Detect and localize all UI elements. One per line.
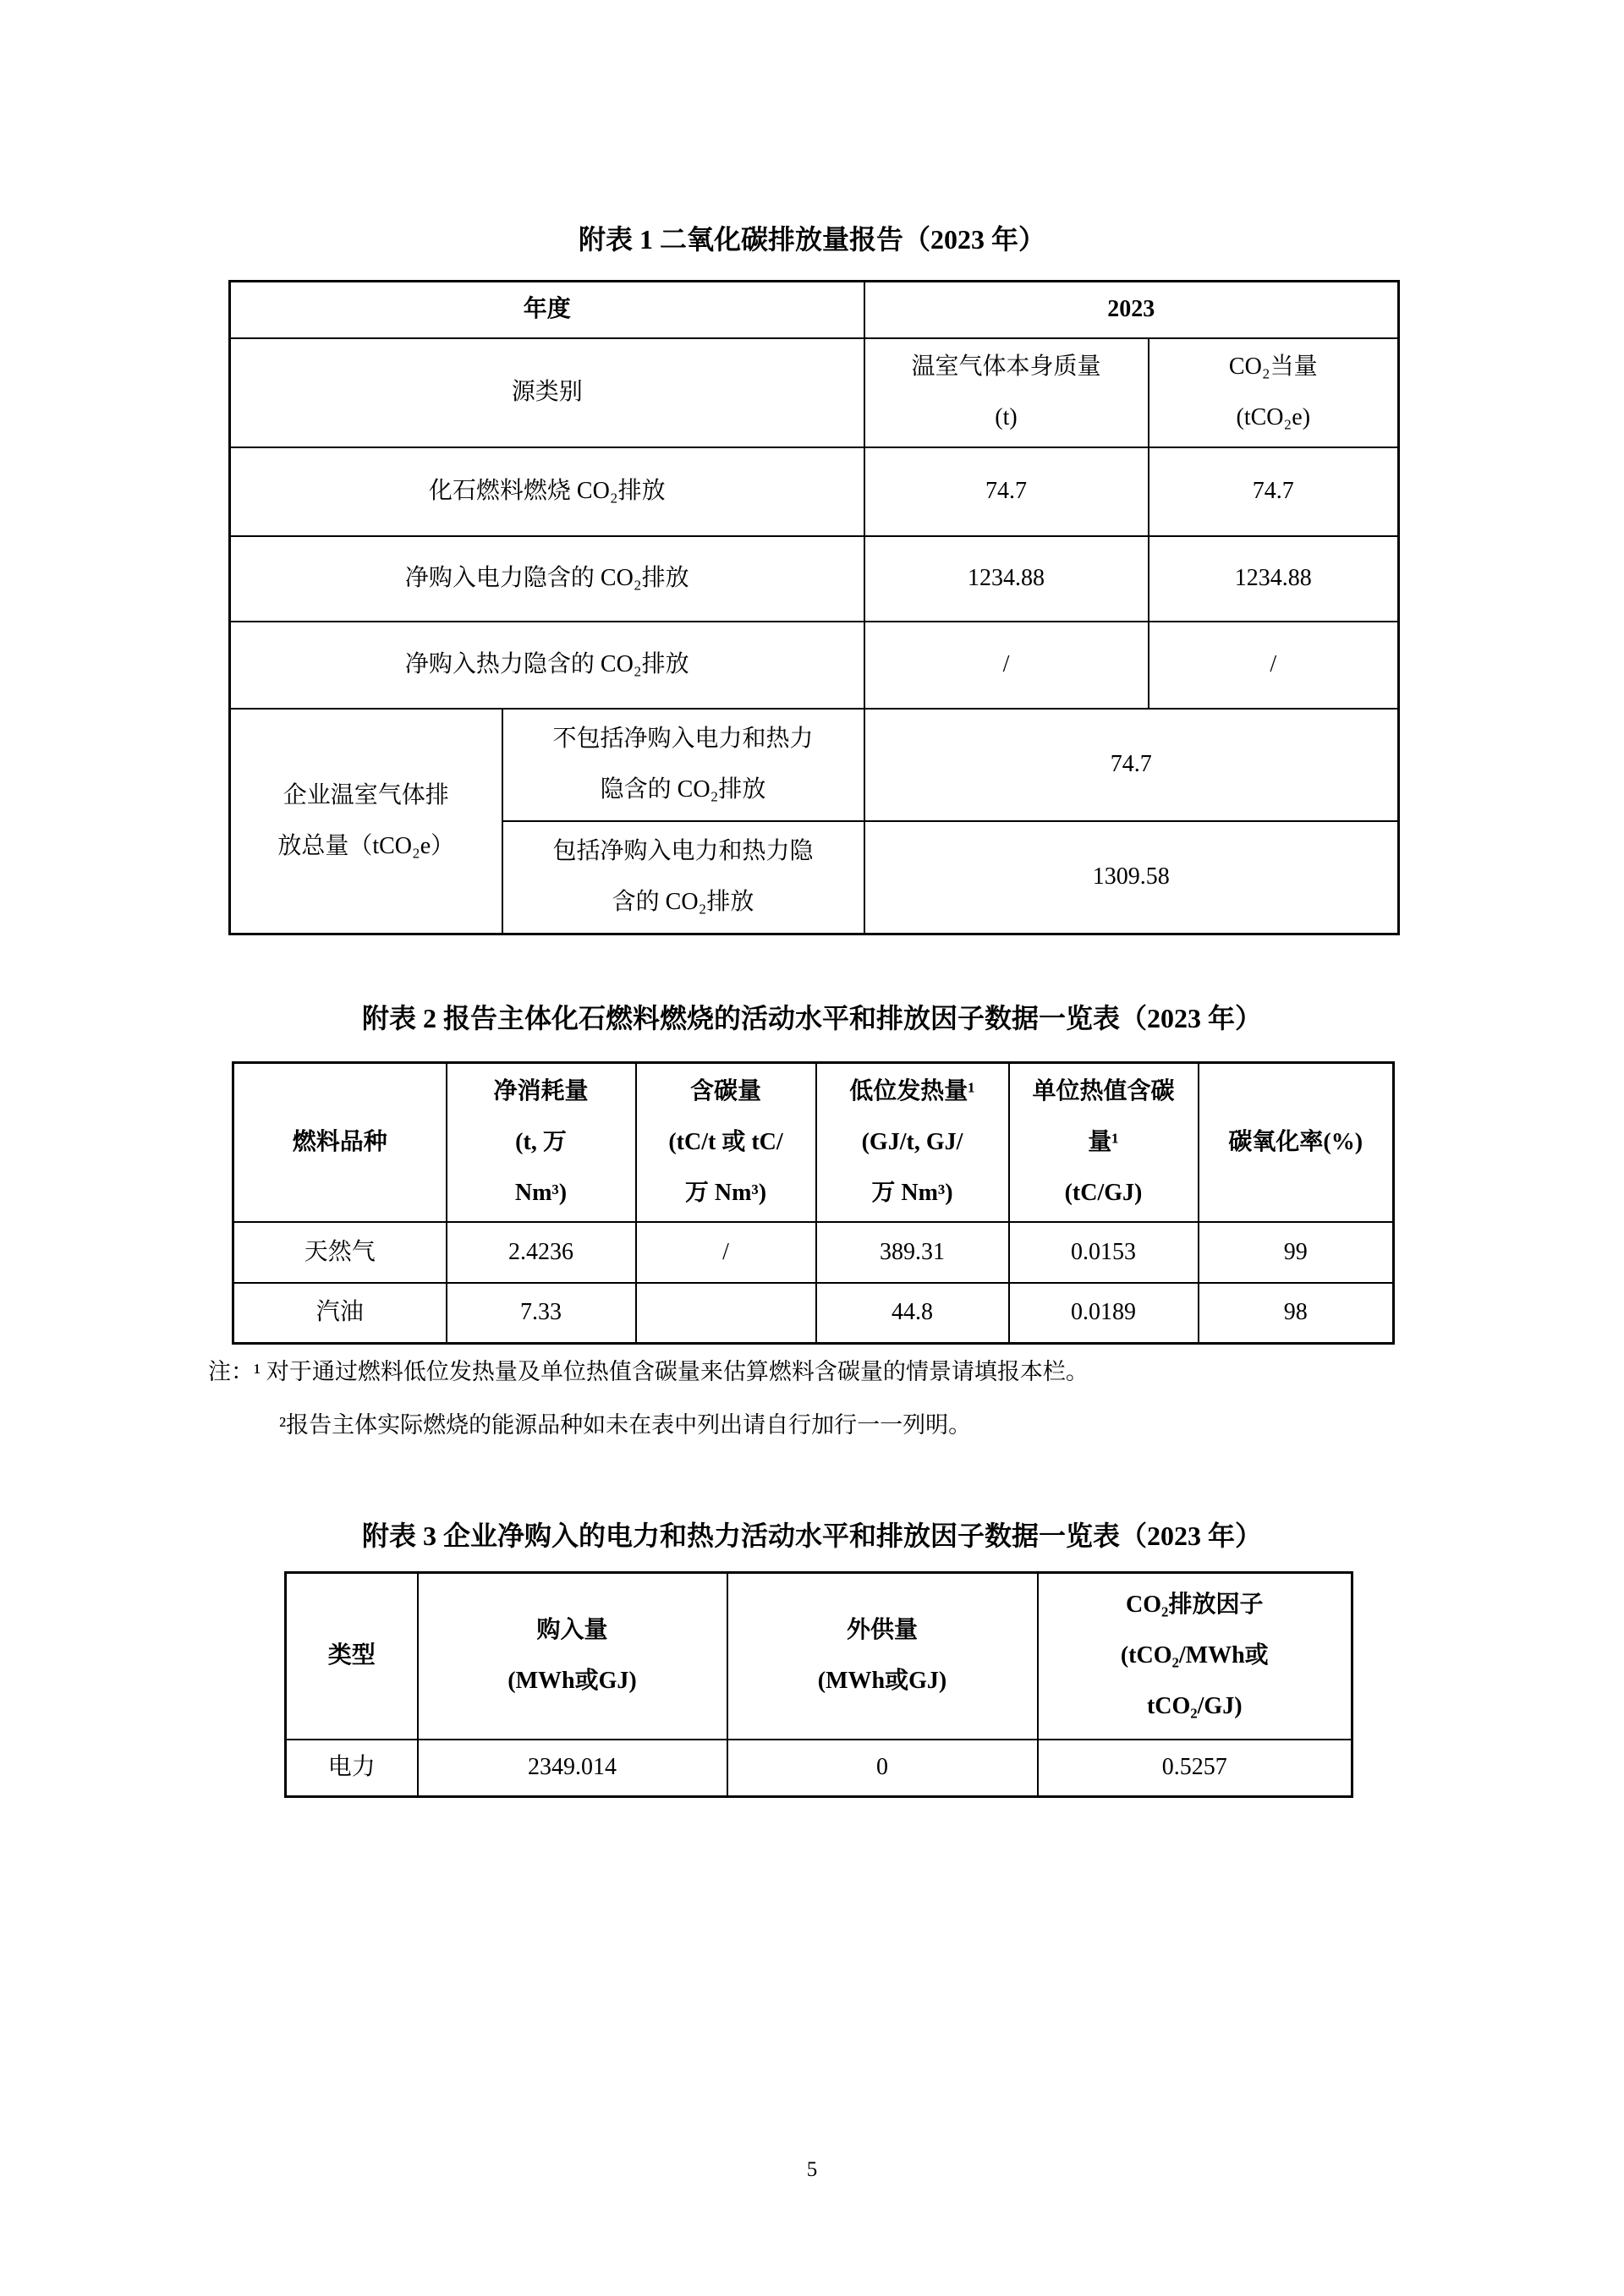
table-row	[286, 1740, 1352, 1797]
factor-line3: tCO₂/GJ)	[1146, 1693, 1243, 1720]
gasoline-carbon-cell	[636, 1283, 816, 1344]
page-number: 5	[806, 2158, 818, 2181]
electricity-label-cell: 净购入电力隐含的 CO₂排放	[230, 536, 864, 622]
natural-gas-oxidation-cell: 99	[1199, 1222, 1394, 1283]
natural-gas-name-cell: 天然气	[233, 1222, 447, 1283]
table-row	[233, 1222, 1394, 1283]
co2e-line1: CO₂当量	[1228, 353, 1318, 380]
heat-line2: (GJ/t, GJ/	[861, 1128, 963, 1155]
table2-fossil-fuel-factors	[232, 1061, 1395, 1345]
fuel-type-header-cell: 燃料品种	[233, 1063, 447, 1222]
purchased-line1: 购入量	[536, 1617, 608, 1644]
fossil-fuel-label-cell: 化石燃料燃烧 CO₂排放	[230, 447, 864, 536]
exported-line2: (MWh或GJ)	[817, 1668, 947, 1695]
year-label-cell: 年度	[230, 282, 864, 338]
including-line2: 含的 CO₂排放	[612, 889, 754, 916]
exported-header-cell	[727, 1573, 1038, 1740]
unit-carbon-line1: 单位热值含碳	[1032, 1077, 1175, 1104]
electricity-exported-cell: 0	[727, 1740, 1038, 1797]
electricity-mass-cell: 1234.88	[864, 536, 1149, 622]
source-category-cell: 源类别	[230, 338, 864, 447]
heat-label-cell: 净购入热力隐含的 CO₂排放	[230, 622, 864, 709]
table3-purchased-energy-factors	[284, 1571, 1353, 1798]
gas-mass-line2: (t)	[995, 404, 1018, 430]
carbon-content-header-cell	[636, 1063, 816, 1222]
exported-line1: 外供量	[846, 1617, 918, 1644]
table1-header-row	[230, 338, 1399, 447]
including-label-cell	[502, 821, 864, 934]
consumption-header-cell	[447, 1063, 636, 1222]
total-label-line1: 企业温室气体排	[283, 781, 449, 808]
fossil-fuel-mass-cell: 74.7	[864, 447, 1149, 536]
unit-carbon-line3: (tC/GJ)	[1064, 1179, 1143, 1206]
consumption-line2: (t, 万	[515, 1128, 567, 1155]
table3-header-row	[286, 1573, 1352, 1740]
table1-year-row	[230, 282, 1399, 338]
electricity-co2e-cell: 1234.88	[1149, 536, 1399, 622]
carbon-line3: 万 Nm³)	[684, 1179, 767, 1206]
factor-line2: (tCO₂/MWh或	[1120, 1642, 1269, 1669]
table-row	[230, 536, 1399, 622]
oxidation-rate-header-cell: 碳氧化率(%)	[1199, 1063, 1394, 1222]
energy-type-header-cell: 类型	[286, 1573, 418, 1740]
gasoline-name-cell: 汽油	[233, 1283, 447, 1344]
heat-line1: 低位发热量¹	[849, 1077, 975, 1104]
total-emissions-label-cell	[230, 709, 502, 934]
including-line1: 包括净购入电力和热力隐	[552, 838, 814, 865]
carbon-line2: (tC/t 或 tC/	[668, 1128, 783, 1155]
purchased-line2: (MWh或GJ)	[508, 1668, 637, 1695]
excluding-value-cell: 74.7	[864, 709, 1399, 821]
heating-value-header-cell	[816, 1063, 1009, 1222]
table1-title: 附表 1 二氧化碳排放量报告（2023 年）	[578, 224, 1045, 255]
unit-carbon-line2: 量¹	[1088, 1128, 1119, 1155]
gasoline-oxidation-cell: 98	[1199, 1283, 1394, 1344]
unit-carbon-header-cell	[1009, 1063, 1199, 1222]
co2e-header-cell	[1149, 338, 1399, 447]
excluding-line1: 不包括净购入电力和热力	[552, 726, 814, 752]
heat-line3: 万 Nm³)	[871, 1179, 953, 1206]
fossil-fuel-co2e-cell: 74.7	[1149, 447, 1399, 536]
gasoline-heat-cell: 44.8	[816, 1283, 1009, 1344]
electricity-type-cell: 电力	[286, 1740, 418, 1797]
natural-gas-consumption-cell: 2.4236	[447, 1222, 636, 1283]
including-value-cell: 1309.58	[864, 821, 1399, 934]
table1-emissions-report	[228, 280, 1400, 935]
natural-gas-heat-cell: 389.31	[816, 1222, 1009, 1283]
table2-footnote-1: 注：¹ 对于通过燃料低位发热量及单位热值含碳量来估算燃料含碳量的情景请填报本栏。	[208, 1359, 1089, 1384]
co2e-line2: (tCO₂e)	[1236, 404, 1311, 430]
total-label-line2: 放总量（tCO₂e）	[277, 832, 455, 859]
table-row	[230, 709, 1399, 821]
table2-title: 附表 2 报告主体化石燃料燃烧的活动水平和排放因子数据一览表（2023 年）	[361, 1003, 1262, 1033]
excluding-label-cell	[502, 709, 864, 821]
carbon-line1: 含碳量	[689, 1077, 761, 1104]
table-row	[233, 1283, 1394, 1344]
gas-mass-line1: 温室气体本身质量	[911, 353, 1101, 380]
table-row	[230, 622, 1399, 709]
gasoline-consumption-cell: 7.33	[447, 1283, 636, 1344]
electricity-purchased-cell: 2349.014	[418, 1740, 727, 1797]
heat-co2e-cell: /	[1149, 622, 1399, 709]
consumption-line1: 净消耗量	[493, 1077, 589, 1104]
table-row	[230, 447, 1399, 536]
heat-mass-cell: /	[864, 622, 1149, 709]
year-value-cell: 2023	[864, 282, 1399, 338]
gas-mass-header-cell	[864, 338, 1149, 447]
excluding-line2: 隐含的 CO₂排放	[600, 776, 766, 803]
natural-gas-unit-carbon-cell: 0.0153	[1009, 1222, 1199, 1283]
table2-footnote-2: ²报告主体实际燃烧的能源品种如未在表中列出请自行加行一一列明。	[279, 1412, 972, 1438]
table3-title: 附表 3 企业净购入的电力和热力活动水平和排放因子数据一览表（2023 年）	[361, 1521, 1262, 1551]
electricity-factor-cell: 0.5257	[1038, 1740, 1352, 1797]
table2-header-row	[233, 1063, 1394, 1222]
factor-line1: CO₂排放因子	[1126, 1592, 1264, 1619]
purchased-header-cell	[418, 1573, 727, 1740]
gasoline-unit-carbon-cell: 0.0189	[1009, 1283, 1199, 1344]
consumption-line3: Nm³)	[514, 1179, 568, 1206]
natural-gas-carbon-cell: /	[636, 1222, 816, 1283]
emission-factor-header-cell	[1038, 1573, 1352, 1740]
